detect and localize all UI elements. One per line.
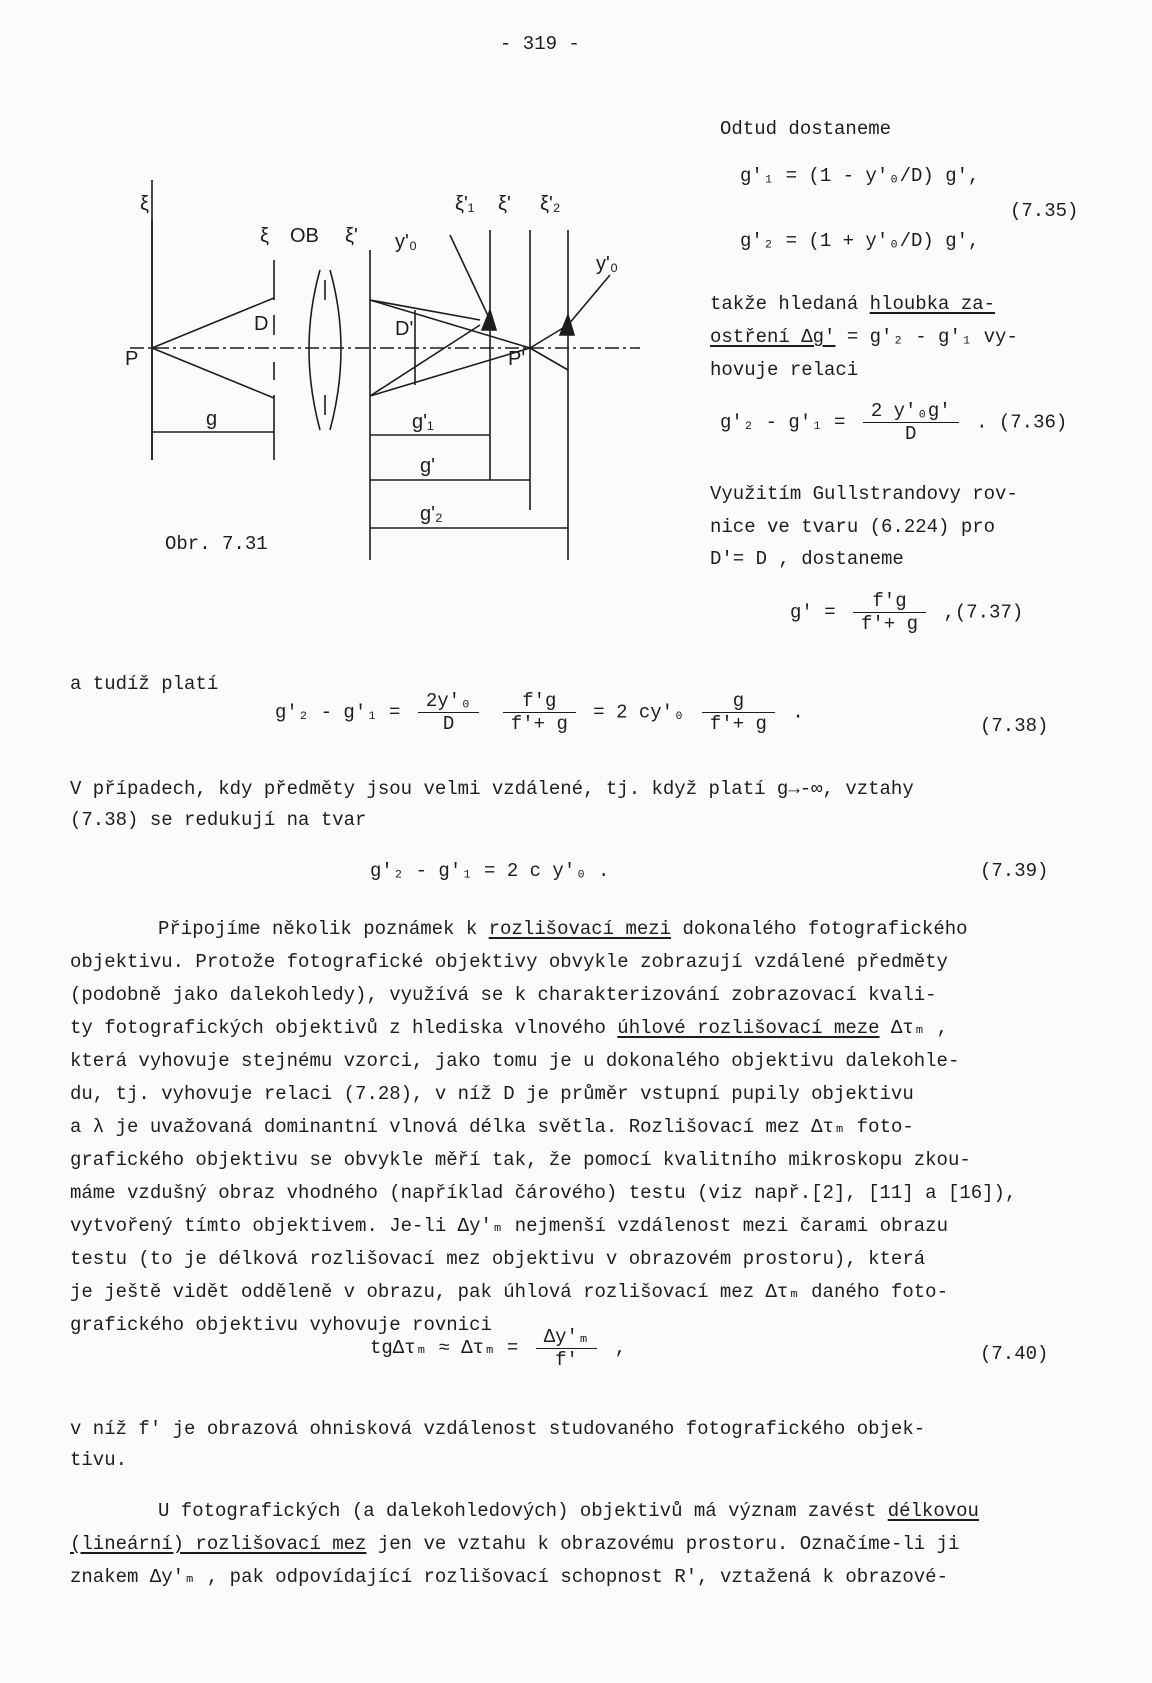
label-xip: ξ' — [498, 193, 511, 215]
eq-7-36: g'₂ - g'₁ = $\frac{\text{2 y'₀g'}}{D}$ . (7.36) — [720, 400, 1068, 445]
text1-line2: ostření Δg' = g'₂ - g'₁ vy- — [710, 326, 1018, 348]
eq-7-37: g' = $\frac{f'g}{f'+ g}$ ,(7.37) — [790, 590, 1024, 635]
figure-caption: Obr. 7.31 — [165, 533, 268, 555]
term-delkovou: délkovou — [887, 1500, 979, 1522]
label-xi2-prime: ξ'₂ — [540, 193, 561, 215]
figure-7-31 — [120, 180, 640, 570]
eq-7-35-line2: g'₂ = (1 + y'₀/D) g', — [740, 230, 980, 252]
p1-line1: V případech, kdy předměty jsou velmi vzdálené, tj. když platí g→-∞, vztahy — [70, 778, 914, 800]
label-xi-ob: ξ — [260, 225, 269, 247]
label-g1-prime: g'₁ — [412, 411, 434, 433]
eq-7-35-line1: g'₁ = (1 - y'₀/D) g', — [740, 165, 980, 187]
paragraph-rozlisovaci-mez: Připojíme několik poznámek k rozlišovací mezi dokonalého fotografického objektivu. Protože fotografické objektivy obvykle zobrazují vzdálené předměty (podobně jako dalekohledy), využívá se k charakterizování zobrazovací kvali- ty fotografických objektivů z hlediska vlnového úhlové rozlišovací meze Δτₘ , která vyhovuje stejnému vzorci, jako tomu je u dokonalého objektivu dalekohle- du, tj. vyhovuje relaci (7.28), v níž D je průměr vstupní pupily objektivu a λ je uvažovaná dominantní vlnová délka světla. Rozlišovací mez Δτₘ foto- grafického objektivu se obvykle měří tak, že pomocí kvalitního mikroskopu zkou- máme vzdušný obraz vhodného (například čárového) testu (viz např.[2], [11] a [16]), vytvořený tímto objektivem. Je-li Δy'ₘ nejmenší vzdálenost mezi čarami obrazu testu (to je délková rozlišovací mez objektivu v obrazovém prostoru), která je ještě vidět odděleně v obrazu, pak úhlová rozlišovací mez Δτₘ daného foto- grafického objektivu vyhovuje rovnici — [70, 918, 1017, 1336]
eq-7-40: tgΔτₘ ≈ Δτₘ = $\frac{\text{Δy'ₘ}}{f'}$ , — [370, 1326, 627, 1371]
p3-line2: tivu. — [70, 1449, 128, 1471]
page-number: - 319 - — [500, 33, 580, 55]
text2-line3: D'= D , dostaneme — [710, 548, 904, 570]
eq-7-38-number: (7.38) — [980, 715, 1049, 737]
label-y0-prime-right: y'₀ — [596, 253, 619, 275]
label-g-prime: g' — [420, 455, 435, 477]
intro-text: Odtud dostaneme — [720, 118, 892, 140]
label-p: P — [125, 348, 139, 370]
label-p-prime: P' — [508, 348, 526, 370]
label-g: g — [206, 408, 218, 430]
eq-7-39-number: (7.39) — [980, 860, 1049, 882]
p4-line2: (lineární) rozlišovací mez jen ve vztahu k obrazovému prostoru. Označíme-li ji — [70, 1533, 960, 1555]
text-a-tudiz: a tudíž platí — [70, 673, 219, 695]
p4-line3: znakem Δy'ₘ , pak odpovídající rozlišovací schopnost R', vztažená k obrazové- — [70, 1566, 948, 1588]
label-xi: ξ — [140, 193, 149, 215]
eq-7-35-number: (7.35) — [1010, 200, 1079, 222]
eq-7-40-number: (7.40) — [980, 1343, 1049, 1365]
label-ob: OB — [290, 225, 319, 247]
text1-line3: hovuje relaci — [710, 359, 859, 381]
term-hloubka-zaostreni: hloubka za- — [869, 293, 996, 315]
term-uhlova-rozlisovaci-mez: úhlové rozlišovací meze — [617, 1017, 880, 1039]
term-rozlisovaci-mez: rozlišovací mezi — [488, 918, 672, 940]
label-g2-prime: g'₂ — [420, 503, 443, 525]
p3-line1: v níž f' je obrazová ohnisková vzdálenost studovaného fotografického objek- — [70, 1418, 926, 1440]
eq-7-39: g'₂ - g'₁ = 2 c y'₀ . — [370, 860, 610, 882]
label-xi-prime: ξ' — [345, 225, 358, 247]
label-d: D — [254, 313, 269, 335]
text2-line2: nice ve tvaru (6.224) pro — [710, 516, 996, 538]
label-xi1-prime: ξ'₁ — [455, 193, 475, 215]
text1-line1: takže hledaná hloubka za- — [710, 293, 996, 315]
label-y0-prime: y'₀ — [395, 231, 418, 253]
eq-7-38: g'₂ - g'₁ = $\frac{\text{2y'₀}}{D}$ $\frac{f'g}{f'+ g}$ = 2 cy'₀ $\frac{g}{f'+ g}$ . — [275, 690, 804, 735]
label-d-prime: D' — [395, 318, 414, 340]
text2-line1: Využitím Gullstrandovy rov- — [710, 483, 1018, 505]
term-linearni-rozlisovaci-mez: (lineární) rozlišovací mez — [70, 1533, 367, 1555]
p4-line1: U fotografických (a dalekohledových) objektivů má význam zavést délkovou — [158, 1500, 979, 1522]
p1-line2: (7.38) se redukují na tvar — [70, 809, 367, 831]
lens-ob — [309, 270, 320, 430]
